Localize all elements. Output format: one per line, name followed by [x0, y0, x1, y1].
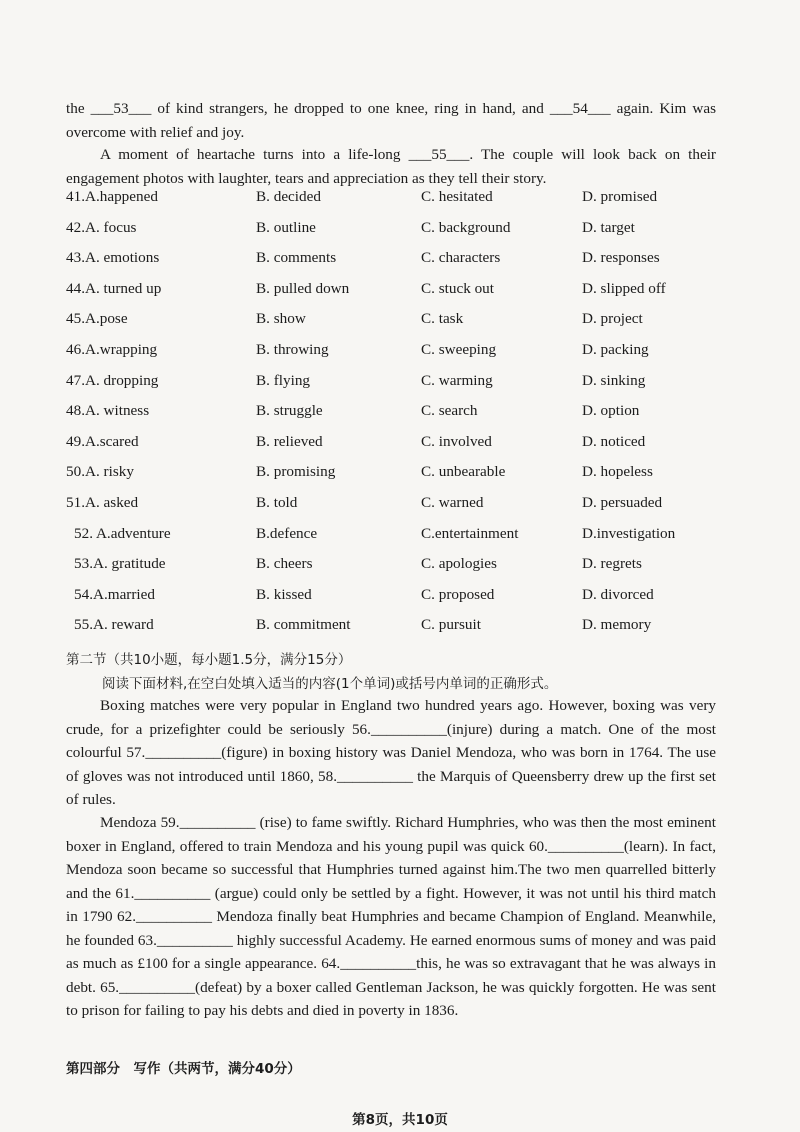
option-d: D. slipped off [582, 279, 666, 297]
option-d: D. regrets [582, 555, 642, 573]
option-a: 47.A. dropping [66, 371, 159, 389]
option-b: B. relieved [256, 432, 323, 450]
option-b: B. promising [256, 463, 336, 481]
section-two-instruction: 阅读下面材料,在空白处填入适当的内容(1个单词)或括号内单词的正确形式。 [102, 676, 558, 692]
option-c: C. involved [421, 432, 492, 450]
option-a: 50.A. risky [66, 463, 134, 481]
option-c: C. stuck out [421, 279, 494, 297]
option-a: 52. A.adventure [74, 524, 171, 542]
option-b: B. commitment [256, 616, 351, 634]
option-b: B. outline [256, 218, 316, 236]
option-c: C. apologies [421, 555, 497, 573]
option-b: B. cheers [256, 555, 313, 573]
reading-paragraph-conclusion: A moment of heartache turns into a life-long ___55___. The couple will look back on their engagement photos with laughter, tears and appreciation as they tell their story. [66, 146, 716, 187]
option-c: C. task [421, 310, 464, 328]
option-d: D. promised [582, 188, 658, 205]
option-row-50 [66, 460, 746, 491]
option-c: C. search [421, 402, 478, 420]
option-d: D. packing [582, 340, 649, 358]
option-b: B. struggle [256, 402, 323, 420]
option-d: D. persuaded [582, 493, 663, 511]
option-c: C. pursuit [421, 616, 481, 634]
option-row-49 [66, 430, 746, 461]
option-row-47 [66, 369, 746, 400]
option-c: C. proposed [421, 585, 495, 603]
option-b: B. kissed [256, 585, 312, 603]
option-a: 43.A. emotions [66, 249, 160, 267]
option-d: D. project [582, 310, 643, 328]
option-a: 53.A. gratitude [74, 555, 166, 573]
option-row-43 [66, 246, 746, 277]
page-number-footer: 第8页，共10页 [352, 1112, 448, 1128]
option-row-55 [66, 613, 746, 644]
option-d: D. noticed [582, 432, 646, 450]
option-row-41 [66, 185, 746, 216]
option-d: D. hopeless [582, 463, 653, 481]
option-a: 51.A. asked [66, 493, 139, 511]
option-c: C. unbearable [421, 463, 506, 481]
option-row-48 [66, 399, 746, 430]
option-c: C. characters [421, 249, 501, 267]
option-row-44 [66, 277, 746, 308]
option-b: B. flying [256, 371, 311, 389]
option-d: D. target [582, 218, 635, 236]
part-four-heading: 第四部分 写作（共两节，满分40分） [66, 1061, 301, 1077]
option-a: 46.A.wrapping [66, 340, 158, 358]
option-a: 48.A. witness [66, 402, 150, 420]
section-two-heading: 第二节（共10小题，每小题1.5分，满分15分） [66, 652, 352, 668]
option-b: B. told [256, 493, 298, 511]
option-row-42 [66, 216, 746, 247]
option-row-52 [66, 522, 746, 553]
grammar-passage-paragraph-2: Mendoza 59.__________ (rise) to fame swiftly. Richard Humphries, who was then the most eminent boxer in England, offered to train Mendoza and his young pupil was quick 60.__________(learn). In fact, Mendoza soon became so successful that Humphries turned against him.The two men quarrelled bitterly and the 61.__________ (argue) could only be settled by a fight. However, it was not until his third match in 1790 62.__________ Mendoza finally beat Humphries and became Champion of England. Meanwhile, he founded 63.__________ highly successful Academy. He earned enormous sums of money and was paid as much as £100 for a single appearance. 64.__________this, he was so extravagant that he was always in debt. 65.__________(defeat) by a boxer called Gentleman Jackson, he was quickly forgotten. He was sent to prison for failing to pay his debts and died in poverty in 1836. [66, 814, 716, 1019]
option-row-45 [66, 307, 746, 338]
option-d: D. memory [582, 616, 652, 634]
option-a: 44.A. turned up [66, 279, 162, 297]
option-c: C.entertainment [421, 524, 519, 542]
option-b: B.defence [256, 524, 318, 542]
option-c: C. warned [421, 493, 484, 511]
option-c: C. background [421, 218, 511, 236]
option-a: 55.A. reward [74, 616, 154, 634]
option-a: 41.A.happened [66, 188, 158, 205]
option-b: B. comments [256, 249, 337, 267]
option-d: D. option [582, 402, 640, 420]
grammar-passage-paragraph-1: Boxing matches were very popular in England two hundred years ago. However, boxing was very crude, for a prizefighter could be seriously 56.__________(injure) during a match. One of the most colourful 57.__________(figure) in boxing history was Daniel Mendoza, who was born in 1764. The use of gloves was not introduced until 1860, 58.__________ the Marquis of Queensberry drew up the first set of rules. [66, 697, 716, 808]
reading-paragraph-end: the ___53___ of kind strangers, he dropped to one knee, ring in hand, and ___54___ again. Kim was overcome with relief and joy. [66, 100, 716, 141]
option-row-46 [66, 338, 746, 369]
option-d: D. responses [582, 249, 660, 267]
option-row-53 [66, 552, 746, 583]
answer-options-table [66, 185, 746, 644]
option-a: 49.A.scared [66, 432, 139, 450]
option-d: D.investigation [582, 524, 676, 542]
option-b: B. show [256, 310, 306, 328]
option-d: D. divorced [582, 585, 654, 603]
option-row-54 [66, 583, 746, 614]
option-a: 42.A. focus [66, 218, 137, 236]
option-c: C. sweeping [421, 340, 497, 358]
option-row-51 [66, 491, 746, 522]
option-b: B. decided [256, 188, 321, 205]
option-d: D. sinking [582, 371, 646, 389]
option-b: B. pulled down [256, 279, 350, 297]
option-a: 45.A.pose [66, 310, 128, 328]
option-a: 54.A.married [74, 585, 155, 603]
option-b: B. throwing [256, 340, 329, 358]
option-c: C. hesitated [421, 188, 493, 205]
option-c: C. warming [421, 371, 493, 389]
